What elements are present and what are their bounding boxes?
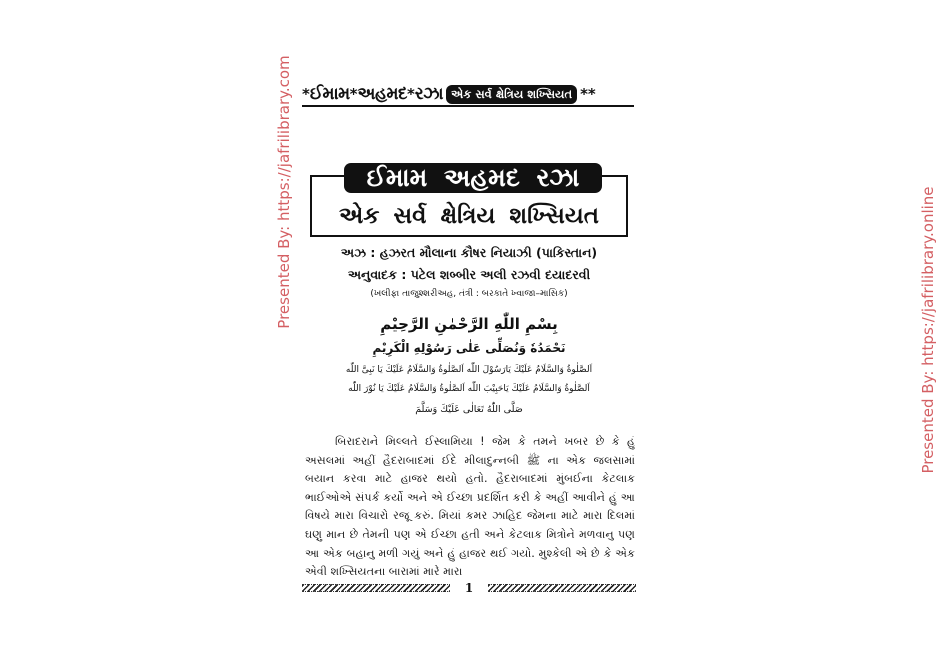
page-number: 1	[464, 581, 474, 595]
watermark-left: Presented By: https://jafrilibrary.com	[275, 55, 293, 329]
document-page	[302, 83, 636, 599]
header-name-part: અહમદ	[357, 84, 408, 104]
hamd-line: نَحْمَدُهٗ وَنُصَلِّی عَلٰی رَسُوْلِهِ الْكَرِيْمِ	[372, 341, 566, 355]
title-subtitle: એક સર્વ ક્ષેત્રિય શખ્સિયત	[339, 203, 599, 229]
running-header	[302, 83, 634, 107]
watermark-right: Presented By: https://jafrilibrary.online	[919, 186, 937, 474]
header-subtitle-pill: એક સર્વ ક્ષેત્રિય શખ્સિયત	[446, 85, 577, 104]
salawat-line-2: اَلصَّلٰوةُ وَالسَّلَامُ عَلَيْكَ يَاحَبِيْبَ اللّٰه اَلصَّلٰوةُ وَالسَّلَامُ عَلَيْكَ يَا نُوْرَ اللّٰه	[348, 384, 590, 394]
footer-ornament-right	[488, 584, 636, 592]
footer-ornament-left	[302, 584, 450, 592]
title-box	[310, 163, 628, 237]
header-name-part: ઈમામ	[309, 84, 350, 104]
header-star: *	[407, 85, 415, 103]
header-end-stars: **	[580, 85, 596, 103]
source-note: (ખલીફા તાજુશ્શરીઅહ, તંત્રી : બરકાતે ખ્વાજા–માસિક)	[370, 289, 568, 299]
author-line: અઝ : હઝરત મૌલાના કૌષર નિયાઝી (પાકિસ્તાન)	[340, 245, 598, 260]
bismillah: بِسْمِ اللّٰهِ الرَّحْمٰنِ الرَّحِيْمِ	[380, 315, 558, 333]
body-paragraph: બિરાદરાને મિલ્લતે ઈસ્લામિયા ! જેમ કે તમને ખબર છે કે હું અસલમાં અહીં હૈદરાબાદમાં ઈદે મીલાદુન્નબી ﷺ ના એક જલસામાં બયાન કરવા માટે હાજર થયો હતો. હૈદરાબાદમાં મુંબઈના કેટલાક ભાઈઓએ સંપર્ક કર્યો અને એ ઈચ્છા પ્રદર્શિત કરી કે અહીં આવીને હું આ વિષયે મારા વિચારો રજૂ કરું. મિયાં કમર ઝાહિદ જેમના માટે મારા દિલમાં ઘણુ માન છે તેમની પણ એ ઈચ્છા હતી અને કેટલાક મિત્રોને મળવાનુ પણ આ એક બહાનુ મળી ગયું અને હું હાજર થઈ ગયો. મુશ્કેલી એ છે કે એક એવી શખ્સિયતના બારામાં મારે મારા	[305, 435, 635, 579]
header-star: *	[349, 85, 358, 103]
header-star: *	[302, 85, 310, 103]
translator-line: અનુવાદક : પટેલ શબ્બીર અલી રઝવી દયાદરવી	[347, 267, 591, 282]
salawat-closing: صَلَّی اللّٰهُ تَعَالٰی عَلَيْكَ وَسَلَّمَ	[415, 404, 523, 415]
header-name-part: રઝા	[414, 84, 444, 104]
page-footer	[302, 580, 636, 596]
title-main: ઈમામ અહમદ રઝા	[344, 163, 602, 193]
salawat-line-1: اَلصَّلٰوةُ وَالسَّلَامُ عَلَيْكَ يَارَسُوْلَ اللّٰه اَلصَّلٰوةُ وَالسَّلَامُ عَلَيْكَ يَا نَبِیَّ اللّٰه	[345, 365, 593, 375]
